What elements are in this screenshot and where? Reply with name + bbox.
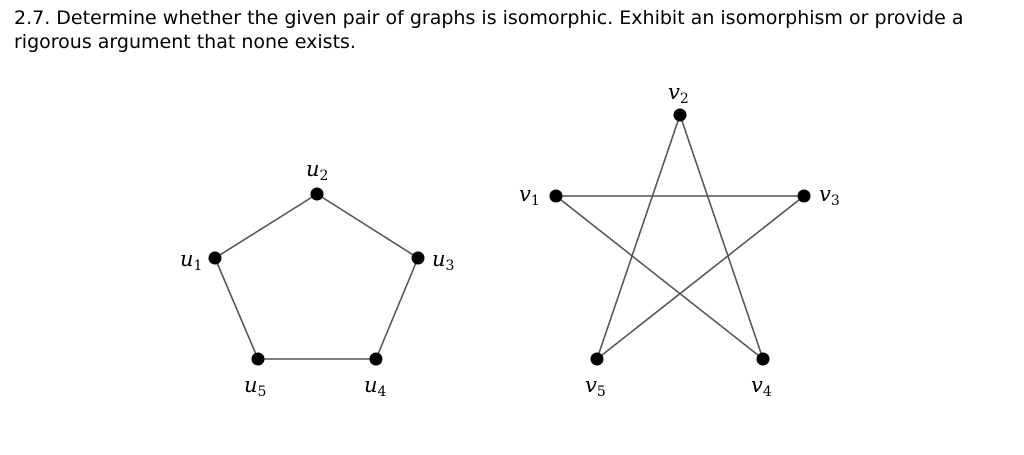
vertex-label-v4: v4 [751, 373, 772, 400]
vertex-v5 [591, 353, 604, 366]
problem-statement: 2.7. Determine whether the given pair of graphs is isomorphic. Exhibit an isomorphism or provide a rigorous argument that none exists. [14, 7, 964, 53]
vertex-label-v2: v2 [668, 80, 689, 107]
vertex-label-u5: u5 [244, 373, 267, 400]
graph-v [519, 80, 840, 400]
vertex-label-v1: v1 [519, 182, 540, 209]
edge-u2-u3 [317, 194, 418, 258]
edge-v3-v5 [597, 196, 804, 359]
vertex-u2 [311, 188, 324, 201]
edge-u3-u4 [376, 258, 418, 359]
vertex-label-u1: u1 [180, 247, 203, 274]
vertex-label-u2: u2 [306, 157, 329, 184]
vertex-u5 [252, 353, 265, 366]
graph-u [180, 157, 454, 400]
vertex-label-v3: v3 [819, 182, 840, 209]
edge-v2-v4 [680, 115, 763, 359]
edge-u5-u1 [215, 258, 258, 359]
vertex-label-u3: u3 [432, 247, 455, 274]
vertex-v1 [550, 190, 563, 203]
edge-v1-v4 [556, 196, 763, 359]
vertex-v2 [674, 109, 687, 122]
vertex-v3 [798, 190, 811, 203]
vertex-u1 [209, 252, 222, 265]
edge-v2-v5 [597, 115, 680, 359]
vertex-u4 [370, 353, 383, 366]
vertex-label-u4: u4 [364, 373, 387, 400]
edge-u1-u2 [215, 194, 317, 258]
vertex-u3 [412, 252, 425, 265]
vertex-label-v5: v5 [585, 373, 606, 400]
vertex-v4 [757, 353, 770, 366]
